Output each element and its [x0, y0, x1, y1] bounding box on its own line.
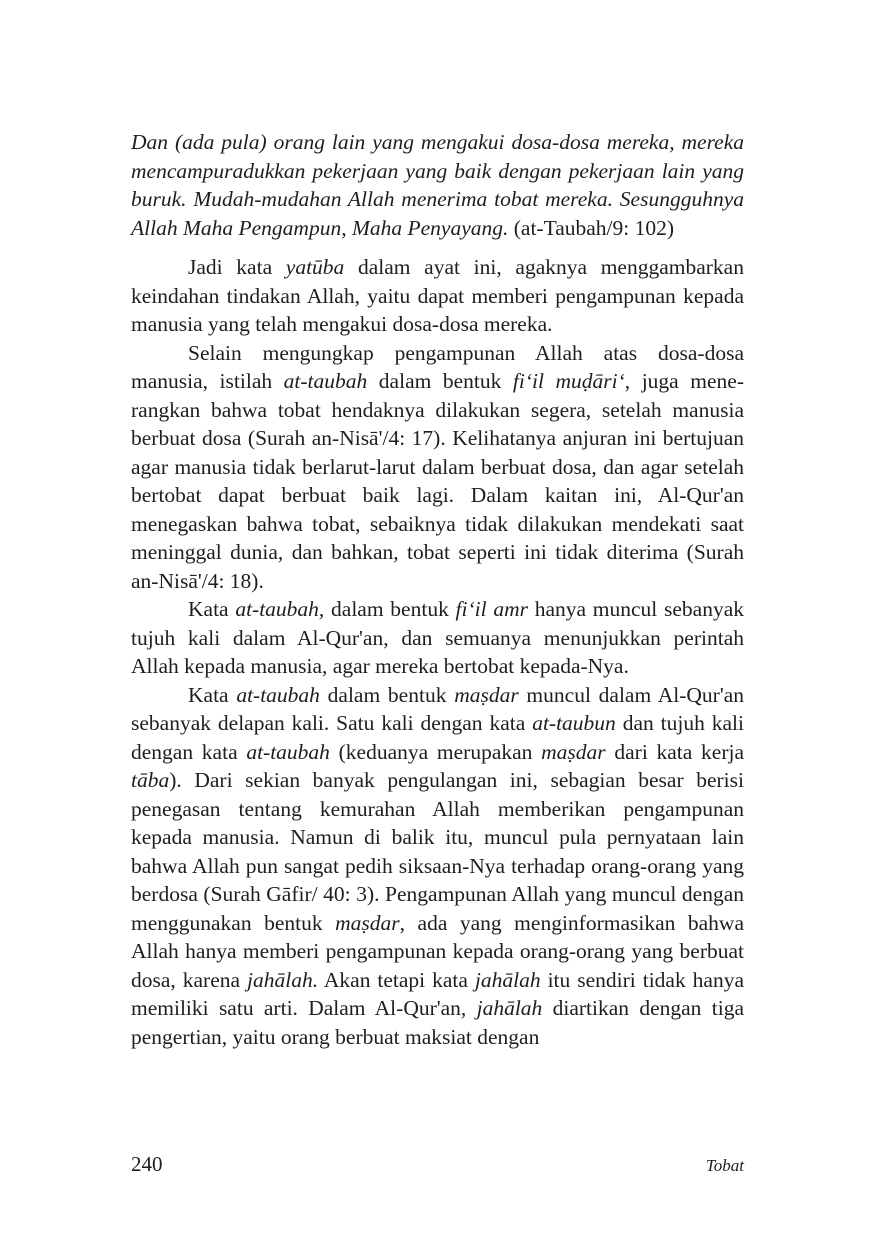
- paragraph: [131, 339, 744, 596]
- text-run: Kata: [188, 682, 237, 707]
- text-run: Jadi kata: [188, 255, 286, 279]
- text-run: , juga menerangkan bahwa tobat hendaknya dilakukan segera, setelah manusia berbuat dosa (Surah an-Nisā'/4: 17). Kelihatanya anjuran ini bertujuan agar manusia tidak berlarut-larut dalam berbuat dosa, dan agar setelah bertobat dapat berbuat baik lagi. Dalam kaitan ini, Al-Qur'an menegaskan bahwa tobat, sebaiknya tidak dilakukan mendekati saat meninggal dunia, dan bahkan, tobat seperti ini tidak diterima (Surah an-Nisā'/4: 18).: [131, 369, 744, 593]
- text-run: Akan tetapi kata: [318, 967, 475, 992]
- italic-term: jahālah: [474, 967, 541, 992]
- italic-term: at-taubah: [236, 682, 320, 707]
- quote-text: Dan (ada pula) orang lain yang mengakui dosa-dosa mereka, mereka mencampuradukkan pekerjaan yang baik dengan pekerjaan lain yang buruk. Mudah-mudahan Allah menerima tobat mereka. Sesungguhnya Allah Maha Pengampun, Maha Penyayang.: [131, 130, 744, 240]
- page-footer: [131, 1152, 744, 1177]
- text-run: dalam bentuk: [324, 597, 456, 621]
- text-run: dari kata kerja: [605, 739, 744, 764]
- text-run: ). Dari sekian banyak pengulangan ini, sebagian besar berisi penegasan tentang kemurahan Allah memberikan pengampunan kepada manusia. Namun di balik itu, muncul pula pernyataan lain bahwa Allah pun sangat pedih siksaan-Nya terhadap orang-orang yang berdosa (Surah Gāfir/ 40: 3). Pengampunan Allah yang muncul dengan menggunakan bentuk: [131, 768, 744, 935]
- text-run: Kata: [188, 597, 236, 621]
- text-run: dalam ayat ini, agaknya menggambarkan keindahan tindakan Allah, yaitu dapat memberi pengampunan kepada manusia yang telah mengakui dosa-dosa mereka.: [131, 255, 744, 336]
- text-run: itu sendiri tidak hanya memiliki satu arti. Dalam Al-Qur'an,: [131, 967, 745, 1020]
- paragraph: [131, 681, 744, 1052]
- text-run: muncul dalam Al-Qur'an sebanyak delapan kali. Satu kali dengan kata: [131, 682, 744, 735]
- paragraphs: [131, 253, 744, 1051]
- running-title: Tobat: [705, 1156, 744, 1175]
- italic-term: yatūba: [285, 255, 345, 279]
- italic-term: tāba: [131, 768, 170, 792]
- text-run: (keduanya merupakan: [329, 739, 542, 764]
- italic-term: maṣdar: [454, 682, 519, 707]
- text-run: dalam bentuk: [319, 682, 455, 707]
- text-run: diartikan dengan tiga pengertian, yaitu orang berbuat maksiat dengan: [131, 996, 744, 1049]
- paragraph: [131, 253, 744, 339]
- text-run: , ada yang menginformasikan bahwa Allah hanya memberi pengampunan kepada orang-orang yang berbuat dosa, karena: [131, 910, 745, 992]
- quran-quote: [131, 128, 744, 242]
- italic-term: at-taubun: [532, 711, 616, 735]
- italic-term: maṣdar: [541, 739, 606, 764]
- italic-term: jahālah.: [247, 967, 319, 992]
- italic-term: at-taubah: [246, 739, 330, 764]
- italic-term: at-taubah,: [235, 597, 325, 621]
- body-text: [131, 128, 744, 1051]
- italic-term: fi‘il muḍāri‘: [512, 369, 625, 393]
- italic-term: at-taubah: [283, 369, 368, 393]
- paragraph: [131, 595, 744, 681]
- quote-source: (at-Taubah/9: 102): [513, 215, 675, 240]
- page-number: 240: [131, 1152, 163, 1176]
- text-run: dan tujuh kali dengan kata: [131, 711, 744, 764]
- text-run: dalam bentuk: [367, 369, 513, 393]
- italic-term: fi‘il amr: [455, 597, 528, 621]
- italic-term: maṣdar: [335, 910, 400, 935]
- text-run: hanya muncul sebanyak tujuh kali dalam Al-Qur'an, dan semuanya menunjukkan perintah Allah kepada manusia, agar mereka bertobat kepada-Nya.: [131, 597, 744, 678]
- italic-term: jahālah: [476, 996, 543, 1020]
- text-run: Selain mengungkap pengampunan Allah atas dosa-dosa manusia, istilah: [131, 340, 744, 393]
